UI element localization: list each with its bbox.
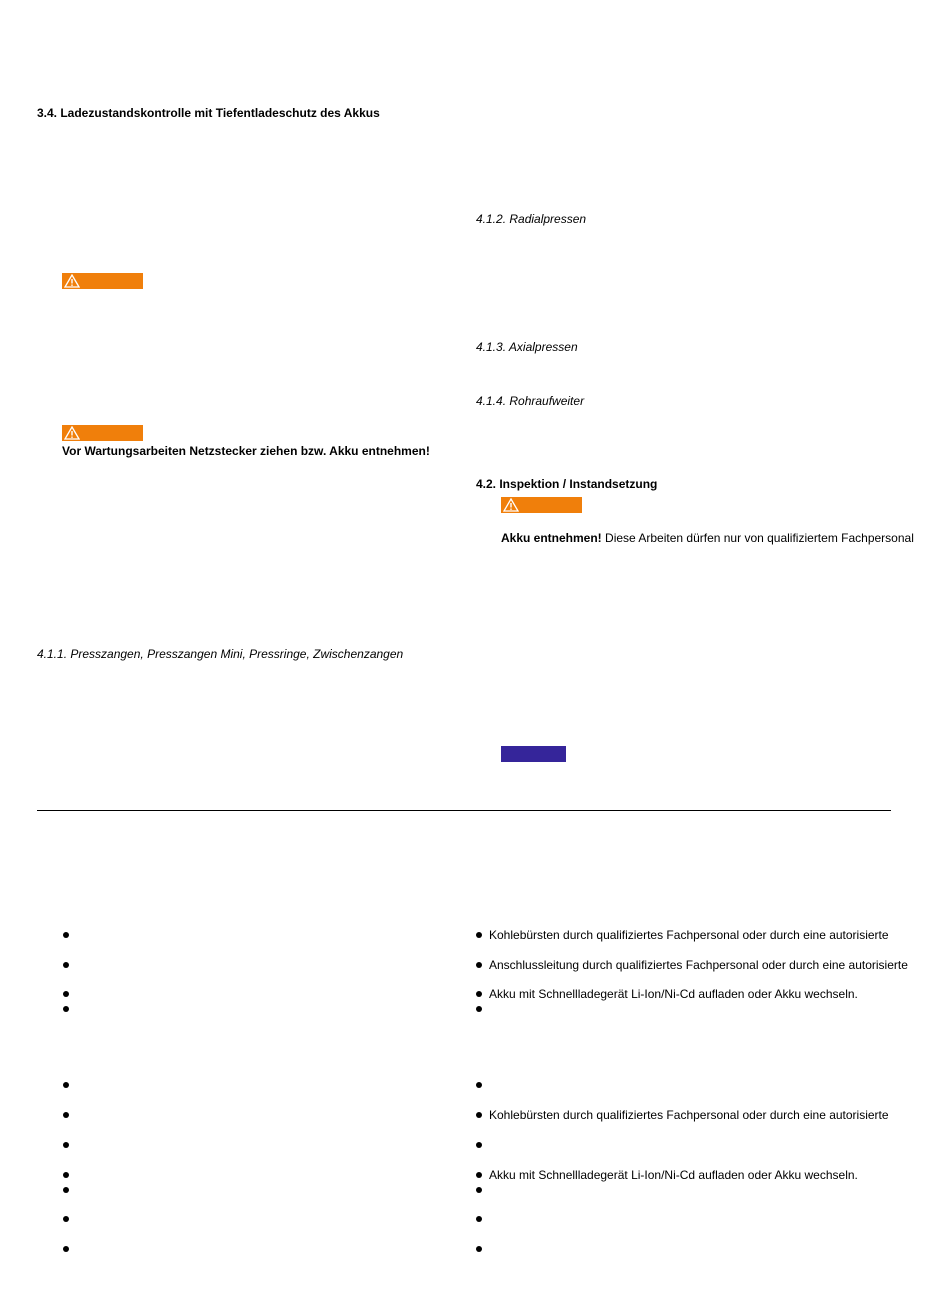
- maintenance-warning-text: Vor Wartungsarbeiten Netzstecker ziehen bzw. Akku entnehmen!: [62, 444, 430, 458]
- bullet-icon: [476, 1216, 482, 1222]
- warning-triangle-icon: [64, 426, 80, 440]
- list-item: Kohlebürsten durch qualifiziertes Fachpersonal oder durch eine autorisierte: [489, 928, 889, 942]
- bullet-icon: [63, 1082, 69, 1088]
- bullet-icon: [63, 1006, 69, 1012]
- list-item: Akku mit Schnellladegerät Li-Ion/Ni-Cd aufladen oder Akku wechseln.: [489, 1168, 858, 1182]
- bullet-icon: [476, 1112, 482, 1118]
- subheading-4-1-3: 4.1.3. Axialpressen: [476, 340, 578, 354]
- bullet-icon: [476, 1187, 482, 1193]
- subheading-4-1-2: 4.1.2. Radialpressen: [476, 212, 587, 226]
- bullet-icon: [476, 1082, 482, 1088]
- bullet-icon: [476, 962, 482, 968]
- bullet-icon: [63, 1246, 69, 1252]
- list-item: Kohlebürsten durch qualifiziertes Fachpersonal oder durch eine autorisierte: [489, 1108, 889, 1122]
- bullet-icon: [476, 1142, 482, 1148]
- list-item: Anschlussleitung durch qualifiziertes Fachpersonal oder durch eine autorisierte: [489, 958, 908, 972]
- note-label: [501, 746, 566, 762]
- subheading-4-1-4: 4.1.4. Rohraufweiter: [476, 394, 585, 408]
- bullet-icon: [476, 932, 482, 938]
- bullet-icon: [63, 932, 69, 938]
- bullet-icon: [476, 1006, 482, 1012]
- akku-remove-text: Diese Arbeiten dürfen nur von qualifiziertem Fachpersonal: [601, 531, 914, 545]
- warning-triangle-icon: [64, 274, 80, 288]
- list-item: Akku mit Schnellladegerät Li-Ion/Ni-Cd aufladen oder Akku wechseln.: [489, 987, 858, 1001]
- section-heading-4-2: 4.2. Inspektion / Instandsetzung: [476, 477, 658, 491]
- warning-label: [62, 425, 143, 441]
- bullet-icon: [476, 1172, 482, 1178]
- bullet-icon: [63, 1216, 69, 1222]
- akku-remove-paragraph: [501, 531, 914, 545]
- bullet-icon: [476, 1246, 482, 1252]
- bullet-icon: [63, 962, 69, 968]
- bullet-icon: [63, 1142, 69, 1148]
- subheading-4-1-1: 4.1.1. Presszangen, Presszangen Mini, Pressringe, Zwischenzangen: [37, 647, 404, 661]
- bullet-icon: [476, 991, 482, 997]
- akku-remove-bold: Akku entnehmen!: [501, 531, 602, 545]
- section-heading-3-4: 3.4. Ladezustandskontrolle mit Tiefentladeschutz des Akkus: [37, 106, 380, 120]
- bullet-icon: [63, 1172, 69, 1178]
- warning-label: [62, 273, 143, 289]
- bullet-icon: [63, 991, 69, 997]
- bullet-icon: [63, 1187, 69, 1193]
- warning-triangle-icon: [503, 498, 519, 512]
- bullet-icon: [63, 1112, 69, 1118]
- warning-label: [501, 497, 582, 513]
- horizontal-divider: [37, 810, 891, 811]
